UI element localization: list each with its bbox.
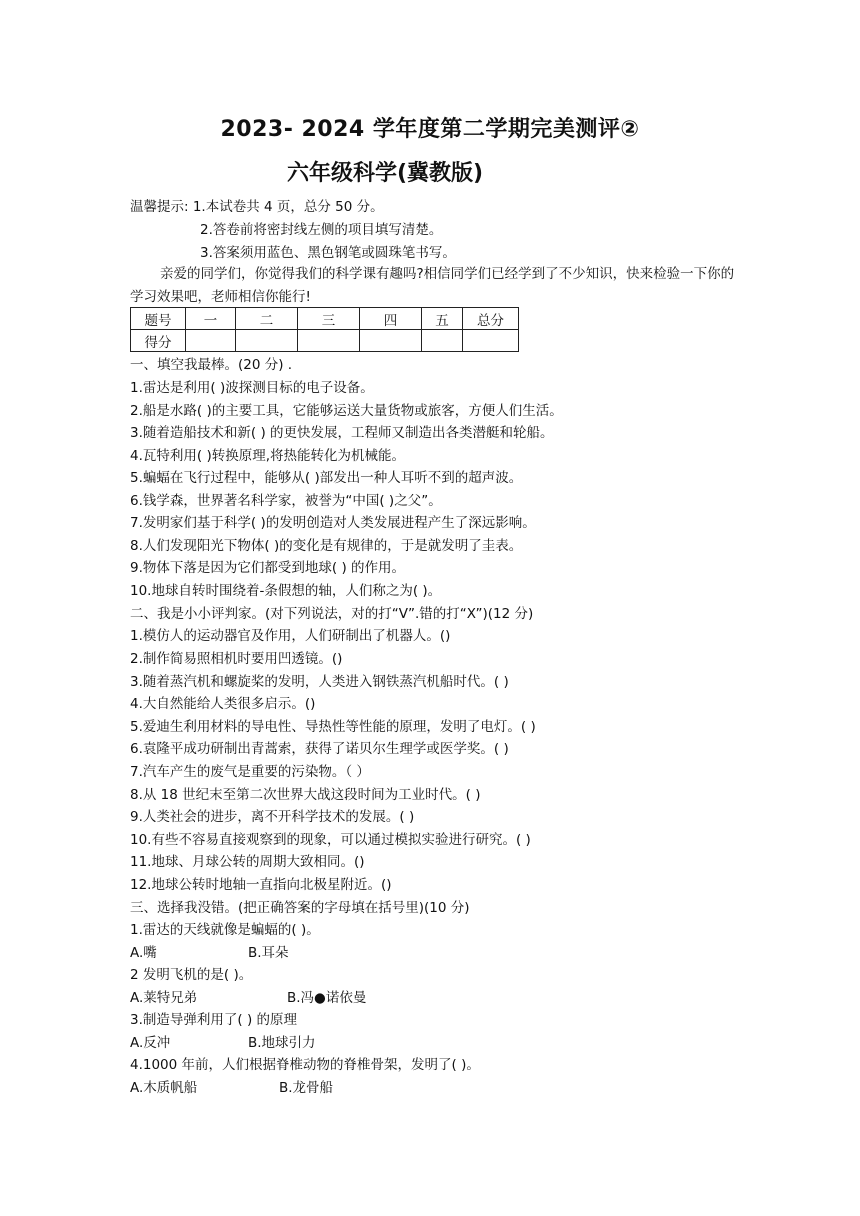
judge-item: 1.模仿人的运动器官及作用，人们研制出了机器人。() <box>130 628 451 644</box>
choice-question: 3.制造导弹利用了( ) 的原理 <box>130 1012 297 1028</box>
judge-item: 3.随着蒸汽机和螺旋桨的发明，人类进入钢铁蒸汽机船时代。( ) <box>130 674 509 690</box>
judge-item: 7.汽车产生的废气是重要的污染物。（ ） <box>130 764 370 780</box>
question-item: 6.钱学森，世界著名科学家，被誉为“中国( )之父”。 <box>130 493 442 509</box>
judge-item: 11.地球、月球公转的周期大致相同。() <box>130 854 365 870</box>
score-blank-cell[interactable] <box>463 330 519 352</box>
score-blank-cell[interactable] <box>236 330 298 352</box>
choice-option-b: B.耳朵 <box>248 945 289 961</box>
question-item: 1.雷达是利用( )波探测目标的电子设备。 <box>130 380 374 396</box>
score-blank-cell[interactable] <box>360 330 422 352</box>
judge-item: 10.有些不容易直接观察到的现象，可以通过模拟实验进行研究。( ) <box>130 832 531 848</box>
choice-option-a: A.反冲 <box>130 1035 171 1051</box>
section3-heading: 三、选择我没错。(把正确答案的字母填在括号里)(10 分) <box>130 900 470 916</box>
choice-option-a: A.莱特兄弟 <box>130 990 198 1006</box>
choice-question: 2 发明飞机的是( )。 <box>130 967 253 983</box>
intro-paragraph: 亲爱的同学们，你觉得我们的科学课有趣吗?相信同学们已经学到了不少知识，快来检验一下你的学习效果吧，老师相信你能行! <box>130 266 735 305</box>
judge-item: 8.从 18 世纪末至第二次世界大战这段时间为工业时代。( ) <box>130 787 481 803</box>
choice-question: 1.雷达的天线就像是蝙蝠的( )。 <box>130 922 320 938</box>
tip-line-3: 3.答案须用蓝色、黑色钢笔或圆珠笔书写。 <box>200 245 456 261</box>
question-item: 4.瓦特利用( )转换原理,将热能转化为机械能。 <box>130 448 405 464</box>
score-blank-cell[interactable] <box>186 330 236 352</box>
judge-item: 12.地球公转时地轴一直指向北极星附近。() <box>130 877 392 893</box>
choice-option-b: B.冯●诺依曼 <box>287 990 367 1006</box>
score-blank-cell[interactable] <box>298 330 360 352</box>
section1-heading: 一、填空我最棒。(20 分) . <box>130 357 293 373</box>
score-blank-cell[interactable] <box>422 330 463 352</box>
judge-item: 9.人类社会的进步，离不开科学技术的发展。( ) <box>130 809 415 825</box>
tip-line-2: 2.答卷前将密封线左侧的项目填写清楚。 <box>200 222 443 238</box>
judge-item: 2.制作简易照相机时要用凹透镜。() <box>130 651 343 667</box>
question-item: 7.发明家们基于科学( )的发明创造对人类发展进程产生了深远影响。 <box>130 515 536 531</box>
question-item: 2.船是水路( )的主要工具，它能够运送大量货物或旅客，方便人们生活。 <box>130 403 563 419</box>
judge-item: 5.爱迪生利用材料的导电性、导热性等性能的原理，发明了电灯。( ) <box>130 719 536 735</box>
score-header-cell: 题号 <box>131 308 186 330</box>
exam-subtitle: 六年级科学(冀教版) <box>286 161 484 186</box>
score-table-header-row <box>131 308 519 330</box>
judge-item: 6.袁隆平成功研制出青蒿索，获得了诺贝尔生理学或医学奖。( ) <box>130 741 509 757</box>
question-item: 10.地球自转时围绕着-条假想的轴，人们称之为( )。 <box>130 583 442 599</box>
score-table-score-row <box>131 330 519 352</box>
choice-option-a: A.木质帆船 <box>130 1080 198 1096</box>
exam-title: 2023- 2024 学年度第二学期完美测评② <box>220 117 640 142</box>
judge-item: 4.大自然能给人类很多启示。() <box>130 696 316 712</box>
score-header-cell: 五 <box>422 308 463 330</box>
score-label-cell: 得分 <box>131 330 186 352</box>
score-header-cell: 二 <box>236 308 298 330</box>
score-header-cell: 四 <box>360 308 422 330</box>
question-item: 9.物体下落是因为它们都受到地球( ) 的作用。 <box>130 560 405 576</box>
score-header-cell: 一 <box>186 308 236 330</box>
section2-heading: 二、我是小小评判家。(对下列说法，对的打“V”.错的打“X”)(12 分) <box>130 606 534 622</box>
score-header-cell: 三 <box>298 308 360 330</box>
question-item: 8.人们发现阳光下物体( )的变化是有规律的，于是就发明了圭表。 <box>130 538 523 554</box>
question-item: 3.随着造船技术和新( ) 的更快发展，工程师又制造出各类潜艇和轮船。 <box>130 425 554 441</box>
score-header-cell: 总分 <box>463 308 519 330</box>
choice-question: 4.1000 年前，人们根据脊椎动物的脊椎骨架，发明了( )。 <box>130 1057 480 1073</box>
choice-option-b: B.龙骨船 <box>279 1080 334 1096</box>
question-item: 5.蝙蝠在飞行过程中，能够从( )部发出一种人耳听不到的超声波。 <box>130 470 523 486</box>
choice-option-b: B.地球引力 <box>248 1035 316 1051</box>
score-table <box>130 307 519 352</box>
choice-option-a: A.嘴 <box>130 945 157 961</box>
tip-line-1: 温馨提示: 1.本试卷共 4 页，总分 50 分。 <box>130 199 384 215</box>
